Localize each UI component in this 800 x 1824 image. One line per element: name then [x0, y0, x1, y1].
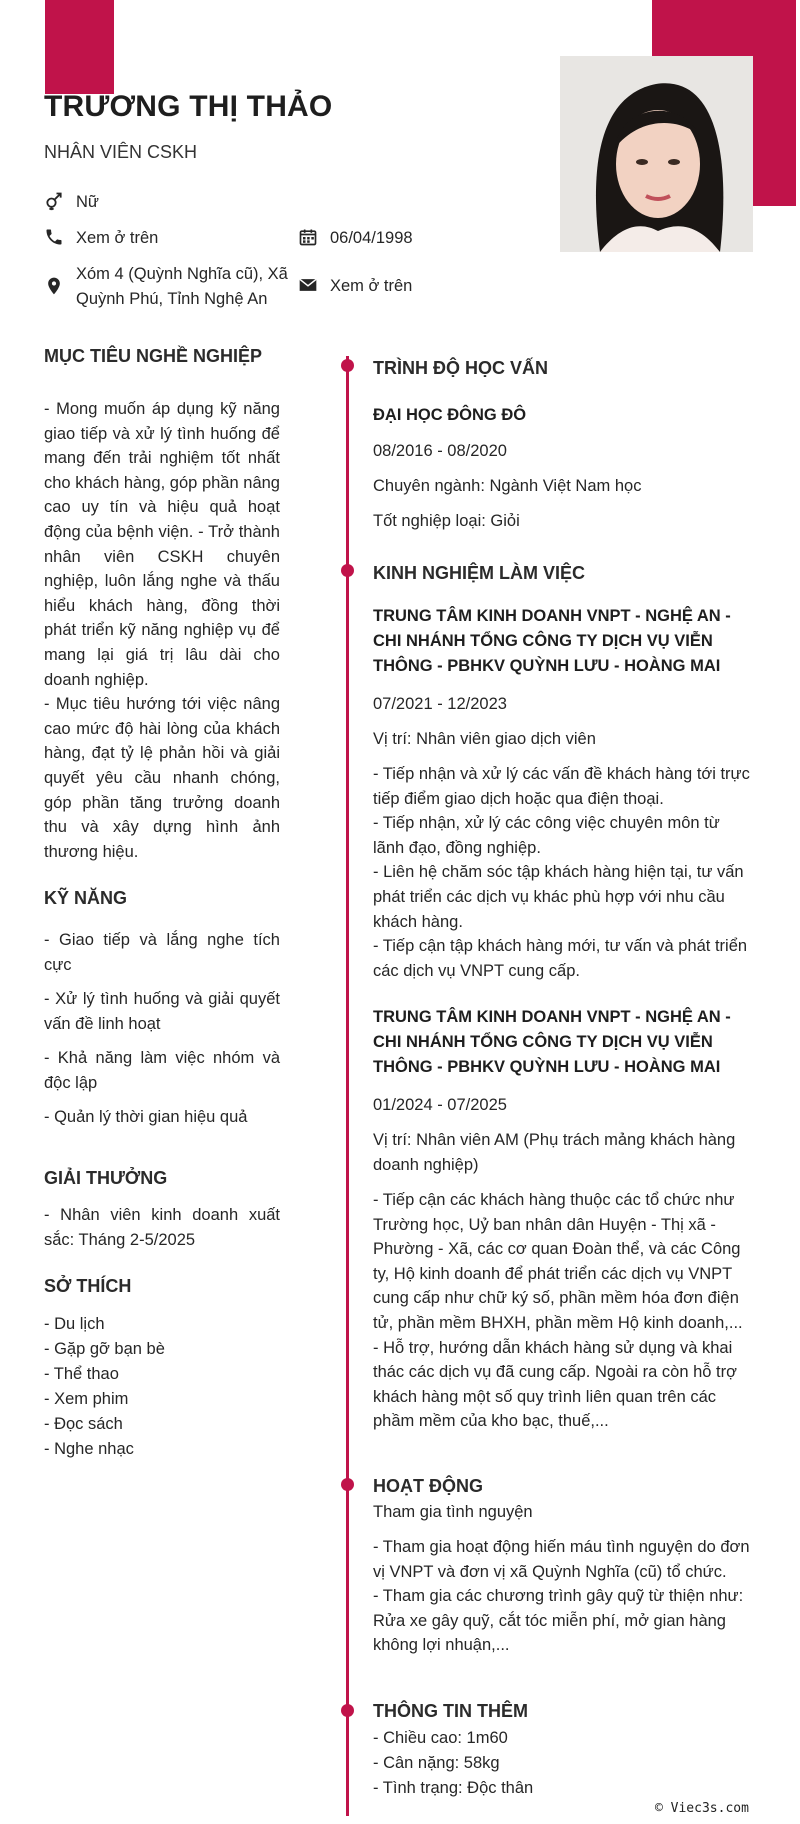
address-row	[44, 262, 290, 312]
hobbies-title: SỞ THÍCH	[44, 1276, 132, 1296]
timeline-dot	[341, 1704, 354, 1717]
activities-title: HOẠT ĐỘNG	[373, 1476, 483, 1496]
address-value: Xóm 4 (Quỳnh Nghĩa cũ), Xã Quỳnh Phú, Tỉnh Nghệ An	[76, 265, 288, 308]
job-company: TRUNG TÂM KINH DOANH VNPT - NGHỆ AN - CHI NHÁNH TỔNG CÔNG TY DỊCH VỤ VIỄN THÔNG - PBHKV QUỲNH LƯU - HOÀNG MAI	[373, 1008, 731, 1076]
job-entry	[373, 1005, 753, 1434]
experience-title: KINH NGHIỆM LÀM VIỆC	[373, 563, 586, 583]
job-period: 07/2021 - 12/2023	[373, 695, 507, 713]
job-duty: - Tiếp cận tập khách hàng mới, tư vấn và phát triển các dịch vụ VNPT cung cấp.	[373, 937, 748, 980]
additional-item: - Tình trạng: Độc thân	[373, 1779, 534, 1797]
phone-row	[44, 226, 284, 251]
skill-item: - Quản lý thời gian hiệu quả	[44, 1108, 248, 1126]
footer-credit: © Viec3s.com	[655, 1801, 749, 1816]
activities-subtitle: Tham gia tình nguyện	[373, 1503, 533, 1521]
objective-paragraph-1: - Mong muốn áp dụng kỹ năng giao tiếp và xử lý tình huống để mang đến trải nghiệm tốt nhất cho khách hàng, góp phần nâng cao uy tín và hiệu quả hoạt động của bệnh viện. - Trở thành nhân viên CSKH chuyên nghiệp, luôn lắng nghe và thấu hiểu khách hàng, đồng thời phát triển kỹ năng nghiệp vụ để mang lại giá trị lâu dài cho doanh nghiệp.	[44, 400, 280, 689]
hobby-item: - Nghe nhạc	[44, 1440, 134, 1458]
activity-item: - Tham gia hoạt động hiến máu tình nguyện do đơn vị VNPT và đơn vị xã Quỳnh Nghĩa (cũ) tổ chức.	[373, 1538, 750, 1581]
hobby-item: - Đọc sách	[44, 1415, 123, 1433]
job-duty: - Tiếp nhận, xử lý các công việc chuyên môn từ lãnh đạo, đồng nghiệp.	[373, 814, 720, 857]
additional-item: - Cân nặng: 58kg	[373, 1754, 500, 1772]
skill-item: - Giao tiếp và lắng nghe tích cực	[44, 931, 280, 974]
gender-row	[44, 190, 284, 215]
job-duty: - Hỗ trợ, hướng dẫn khách hàng sử dụng và khai thác các dịch vụ đã cung cấp. Ngoài ra còn hỗ trợ khách hàng một số quy trình liên quan trên các phầm mềm của kho bạc, thuế,...	[373, 1338, 737, 1431]
decor-block-left	[45, 0, 114, 94]
skill-item: - Xử lý tình huống và giải quyết vấn đề linh hoạt	[44, 990, 280, 1033]
objective-title: MỤC TIÊU NGHỀ NGHIỆP	[44, 346, 263, 366]
additional-title: THÔNG TIN THÊM	[373, 1701, 528, 1721]
candidate-name: TRƯƠNG THỊ THẢO	[44, 90, 333, 123]
location-pin-icon	[44, 276, 66, 298]
activity-item: - Tham gia các chương trình gây quỹ từ thiện như: Rửa xe gây quỹ, cắt tóc miễn phí, mở gian hàng không lợi nhuận,...	[373, 1587, 744, 1655]
job-entry	[373, 604, 753, 983]
job-duty: - Tiếp nhận và xử lý các vấn đề khách hàng tới trực tiếp điểm giao dịch hoặc qua điện thoại.	[373, 765, 750, 808]
school-name: ĐẠI HỌC ĐÔNG ĐÔ	[373, 406, 527, 424]
hobby-item: - Thể thao	[44, 1365, 119, 1383]
gender-icon	[44, 191, 66, 213]
timeline-dot	[341, 1478, 354, 1491]
phone-value: Xem ở trên	[76, 229, 159, 247]
additional-list	[373, 1726, 753, 1801]
timeline-dot	[341, 564, 354, 577]
calendar-icon	[298, 227, 320, 249]
awards-title: GIẢI THƯỞNG	[44, 1168, 168, 1188]
hobby-item: - Du lịch	[44, 1315, 105, 1333]
phone-icon	[44, 227, 66, 249]
education-major: Chuyên ngành: Ngành Việt Nam học	[373, 477, 642, 495]
activities-block	[373, 1500, 753, 1658]
education-title: TRÌNH ĐỘ HỌC VẤN	[373, 358, 548, 378]
job-company: TRUNG TÂM KINH DOANH VNPT - NGHỆ AN - CHI NHÁNH TỔNG CÔNG TY DỊCH VỤ VIỄN THÔNG - PBHKV QUỲNH LƯU - HOÀNG MAI	[373, 607, 731, 675]
education-period: 08/2016 - 08/2020	[373, 442, 507, 460]
hobby-item: - Gặp gỡ bạn bè	[44, 1340, 165, 1358]
hobbies-list	[44, 1312, 280, 1462]
job-period: 01/2024 - 07/2025	[373, 1096, 507, 1114]
additional-item: - Chiều cao: 1m60	[373, 1729, 508, 1747]
awards-text: - Nhân viên kinh doanh xuất sắc: Tháng 2-5/2025	[44, 1206, 280, 1249]
hobby-item: - Xem phim	[44, 1390, 129, 1408]
education-grade: Tốt nghiệp loại: Giỏi	[373, 512, 520, 530]
job-role: Vị trí: Nhân viên giao dịch viên	[373, 730, 596, 748]
skills-title: KỸ NĂNG	[44, 888, 128, 908]
gender-value: Nữ	[76, 193, 99, 211]
profile-photo	[560, 56, 753, 252]
birthday-row	[298, 226, 518, 251]
skill-item: - Khả năng làm việc nhóm và độc lập	[44, 1049, 280, 1092]
envelope-icon	[298, 275, 320, 297]
objective-text	[44, 397, 280, 864]
job-duty: - Liên hệ chăm sóc tập khách hàng hiện tại, tư vấn phát triển các dịch vụ khác phù hợp với nhu cầu khách hàng.	[373, 863, 744, 931]
education-block	[373, 403, 753, 534]
timeline-dot	[341, 359, 354, 372]
candidate-position: NHÂN VIÊN CSKH	[44, 142, 198, 162]
email-value: Xem ở trên	[330, 277, 413, 295]
email-row	[298, 274, 518, 299]
job-role: Vị trí: Nhân viên AM (Phụ trách mảng khách hàng doanh nghiệp)	[373, 1131, 736, 1174]
birthday-value: 06/04/1998	[330, 229, 413, 247]
objective-paragraph-2: - Mục tiêu hướng tới việc nâng cao mức độ hài lòng của khách hàng, đạt tỷ lệ phản hồi và giải quyết yêu cầu nhanh chóng, góp phần tăng trưởng doanh thu và xây dựng hình ảnh thương hiệu.	[44, 695, 280, 861]
skills-list	[44, 928, 280, 1139]
job-duty: - Tiếp cận các khách hàng thuộc các tổ chức như Trường học, Uỷ ban nhân dân Huyện - Thị xã - Phường - Xã, các cơ quan Đoàn thể, và các Công ty, Hộ kinh doanh để phát triển các dịch vụ VNPT cung cấp như chữ ký số, phần mềm hóa đơn điện tử, phần mềm BHXH, phần mềm Hộ kinh doanh,...	[373, 1191, 743, 1332]
